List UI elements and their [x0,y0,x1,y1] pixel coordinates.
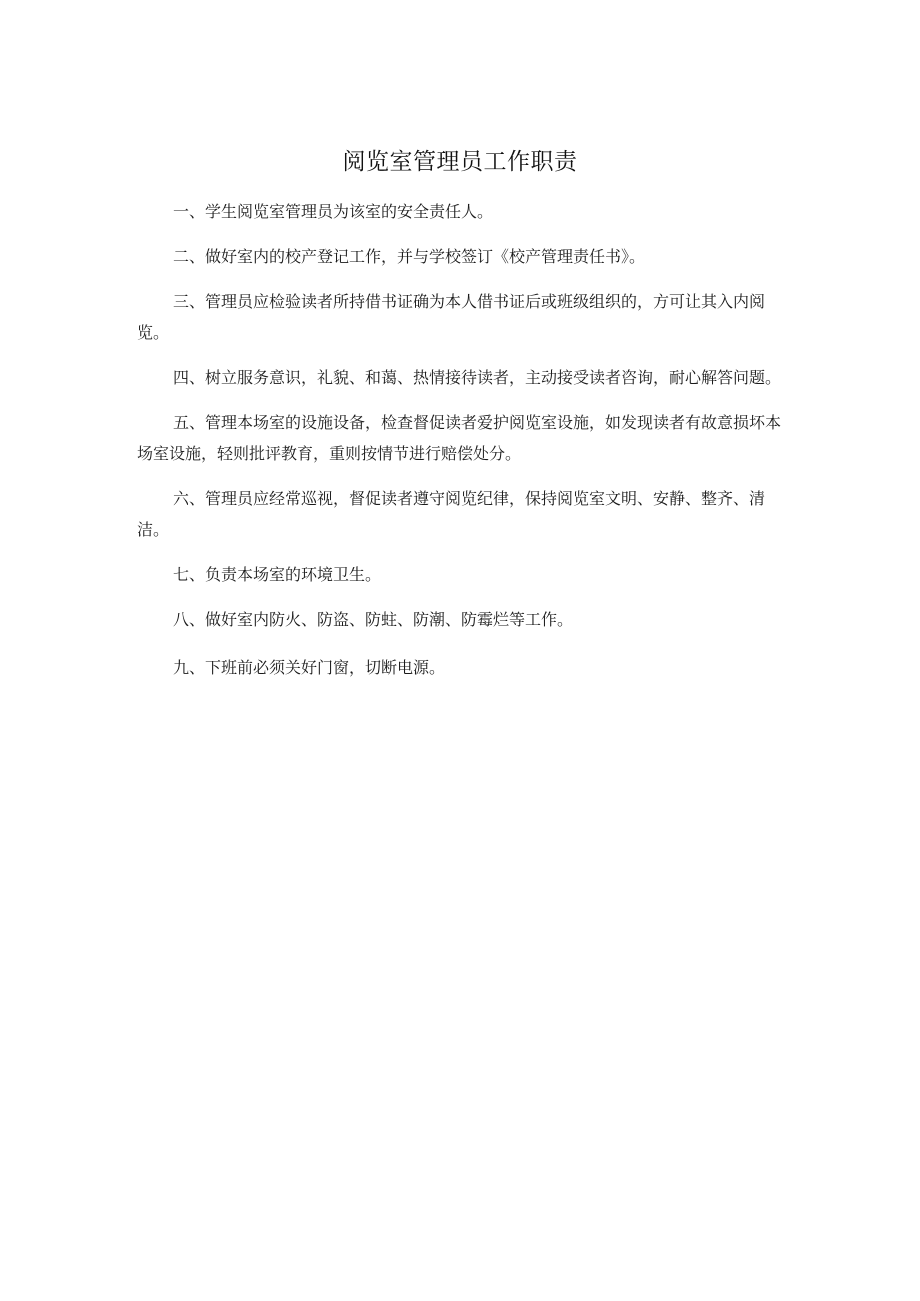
duty-item-9: 九、下班前必须关好门窗，切断电源。 [173,658,446,677]
duty-item-5: 五、管理本场室的设施设备，检查督促读者爱护阅览室设施，如发现读者有故意损坏本场室设施，轻则批评教育，重则按情节进行赔偿处分。 [137,413,782,463]
document-body [137,196,787,683]
duty-item-2: 二、做好室内的校产登记工作，并与学校签订《校产管理责任书》。 [173,247,646,266]
duty-item-3: 三、管理员应检验读者所持借书证确为本人借书证后或班级组织的，方可让其入内阅览。 [137,292,766,342]
duty-item-8: 八、做好室内防火、防盗、防蛀、防潮、防霉烂等工作。 [173,610,574,629]
duty-item-4: 四、树立服务意识，礼貌、和蔼、热情接待读者，主动接受读者咨询，耐心解答问题。 [173,368,782,387]
duty-item-1: 一、学生阅览室管理员为该室的安全责任人。 [173,202,494,221]
duty-item-7: 七、负责本场室的环境卫生。 [173,565,382,584]
duty-item-6: 六、管理员应经常巡视，督促读者遵守阅览纪律，保持阅览室文明、安静、整齐、清洁。 [137,489,766,539]
document-title: 阅览室管理员工作职责 [342,149,578,175]
